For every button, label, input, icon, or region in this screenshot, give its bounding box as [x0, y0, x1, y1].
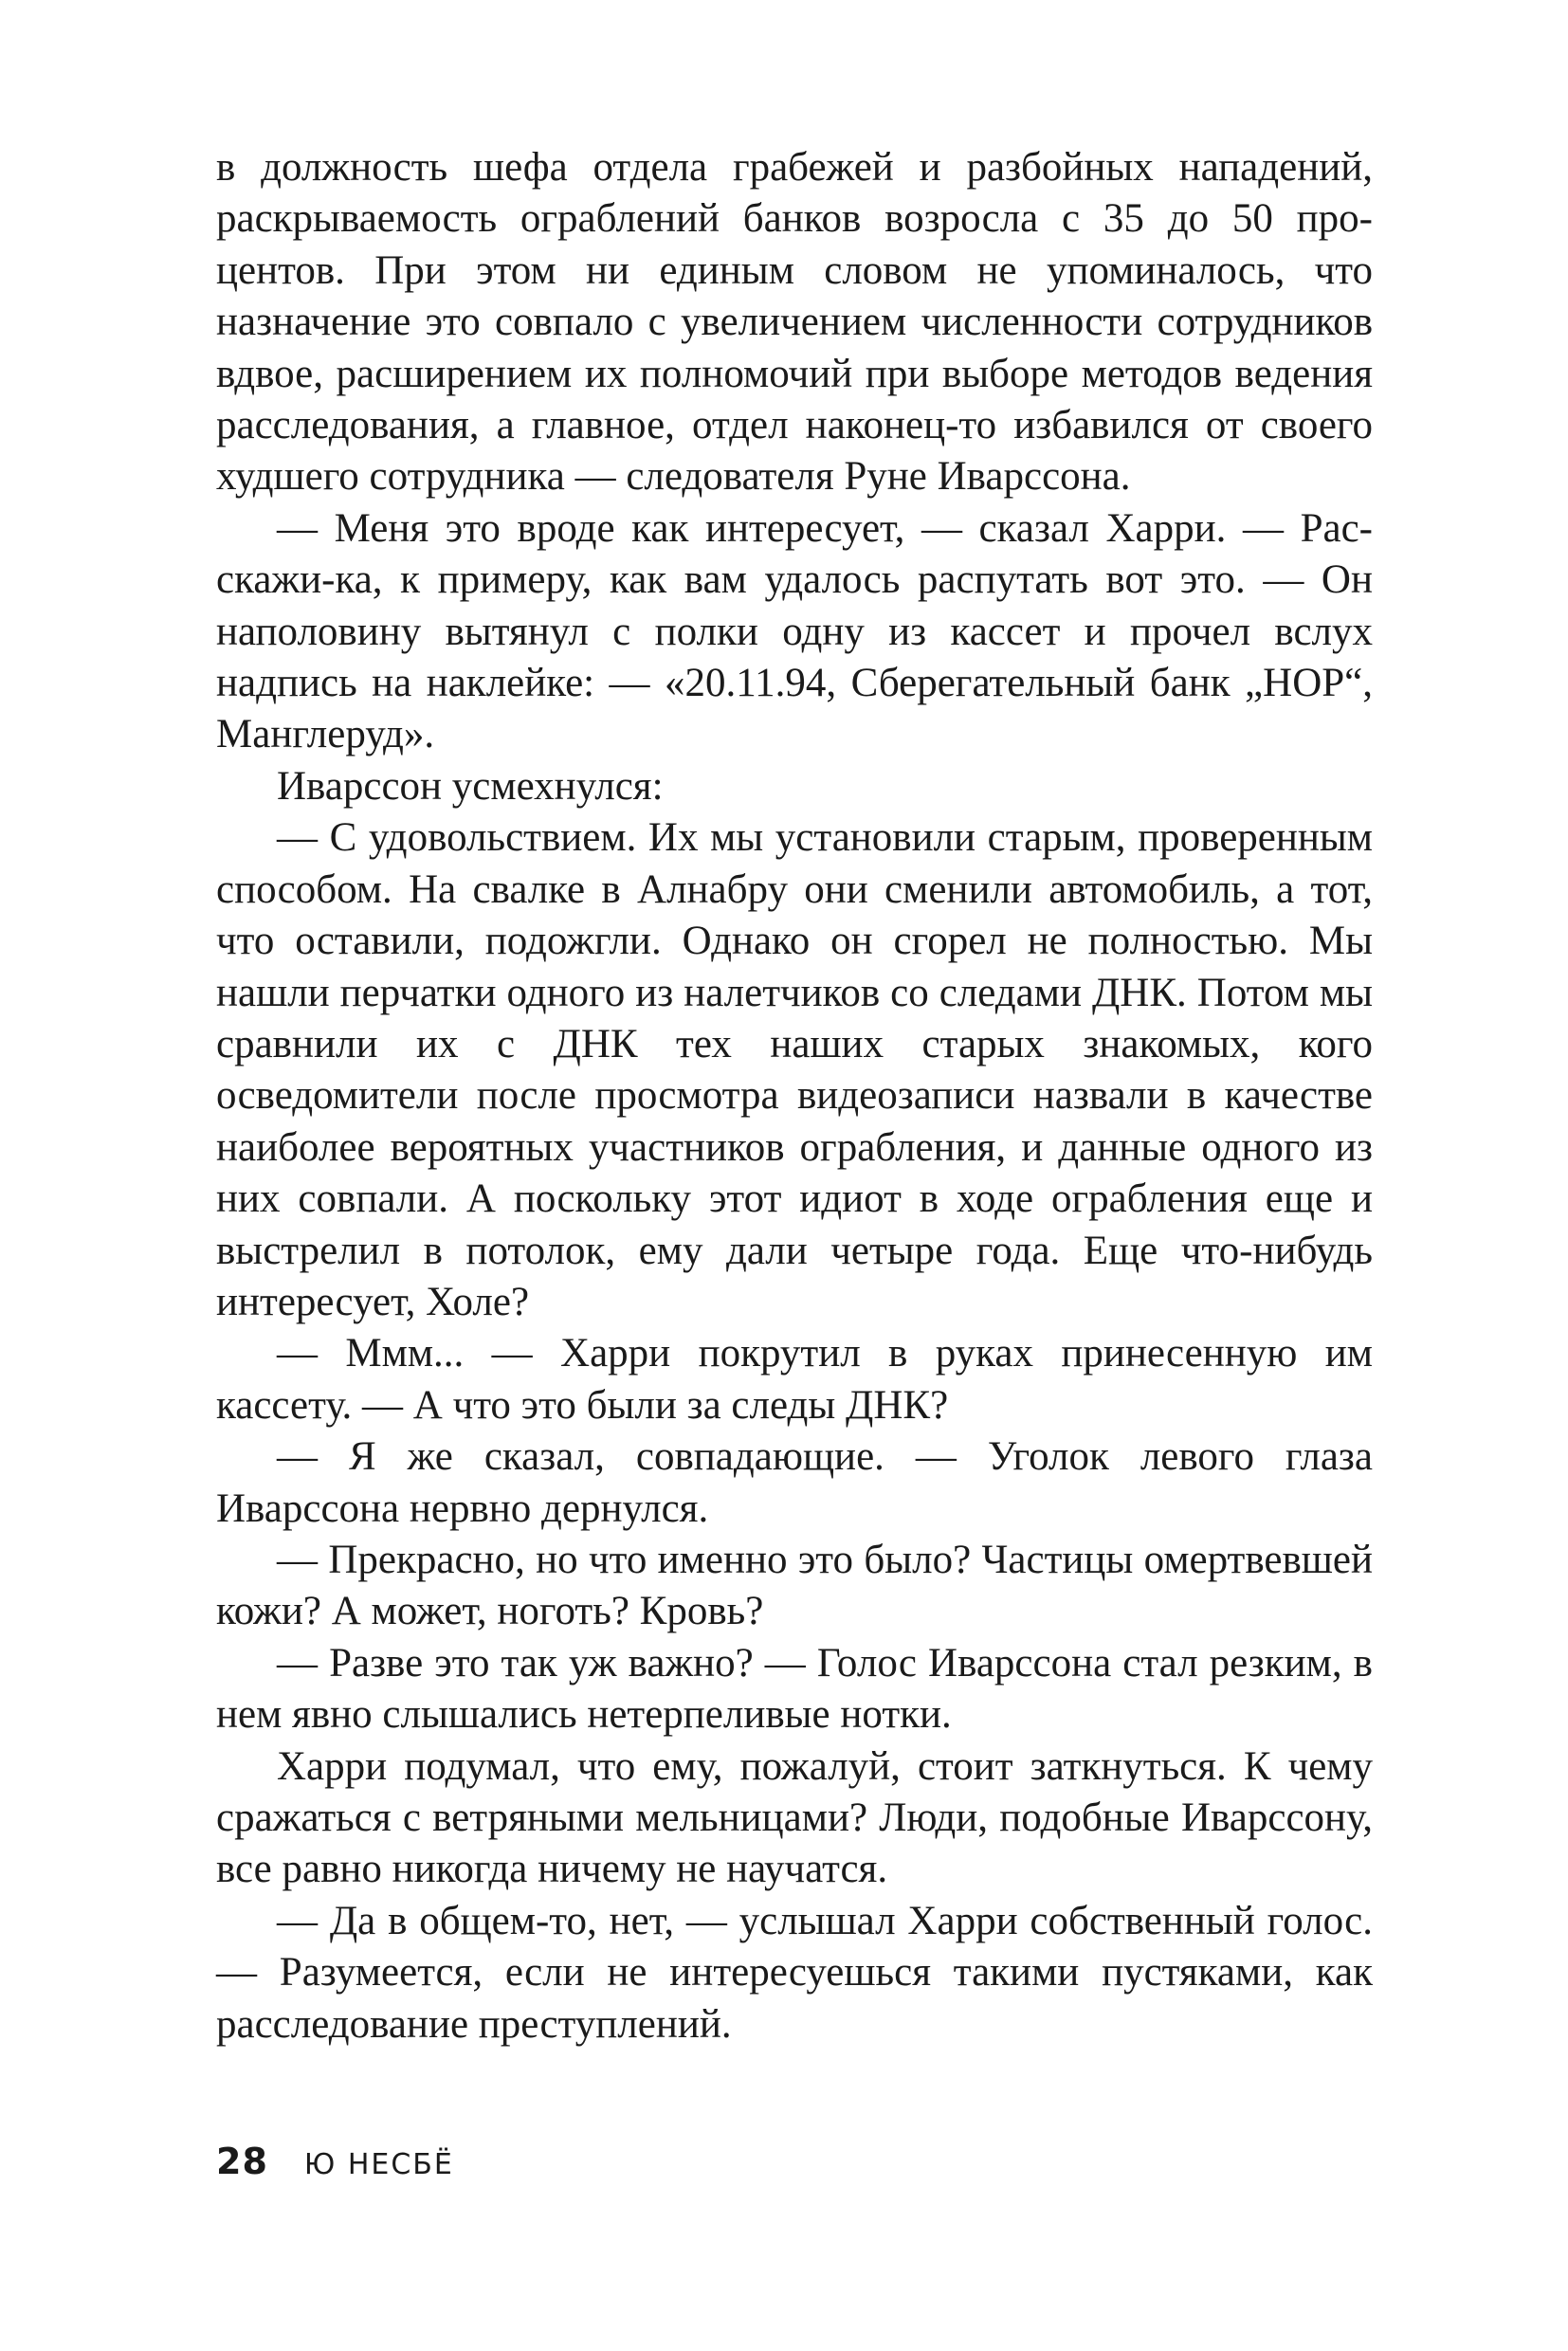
- paragraph-2: — Меня это вроде как интересует, — сказал Харри. — Расскажи-ка, к примеру, как вам удалось распутать вот это. — Он наполовину вытянул с полки одну из кассет и прочел вслух надпись на наклейке: — «20.11.94, Сберегательный банк „НОР“, Манглеруд».: [216, 505, 1373, 757]
- paragraph-6: — Я же сказал, совпадающие. — Уголок левого глаза Иварссона нервно дернулся.: [216, 1434, 1373, 1531]
- paragraph-8: — Разве это так уж важно? — Голос Иварссона стал резким, в нем явно слышались нетерпеливые нотки.: [216, 1640, 1373, 1738]
- paragraph-9: Харри подумал, что ему, пожалуй, стоит заткнуться. К чему сражаться с ветряными мельницами? Люди, подобные Иварссону, все равно никогда ничему не научатся.: [216, 1743, 1373, 1892]
- paragraph-7: — Прекрасно, но что именно это было? Частицы омертвевшей кожи? А может, ноготь? Кровь?: [216, 1537, 1373, 1634]
- paragraph-4: — С удовольствием. Их мы установили старым, проверенным способом. На свалке в Алнабру они сменили автомобиль, а тот, что оставили, подожгли. Однако он сгорел не полностью. Мы нашли перчатки одного из налетчиков со следами ДНК. Потом мы сравнили их с ДНК тех наших старых знакомых, кого осведомители после просмотра видеозаписи назвали в качестве наиболее вероятных участников ограбления, и данные одного из них совпали. А поскольку этот идиот в ходе ограбления еще и выстрелил в потолок, ему дали четыре года. Еще что-нибудь интересует, Холе?: [216, 815, 1373, 1324]
- body-text: [216, 142, 1373, 2050]
- author-running-header: Ю НЕСБЁ: [303, 2148, 454, 2181]
- page-footer: [216, 2141, 454, 2182]
- paragraph-3: Иварссон усмехнулся:: [277, 763, 664, 809]
- page-number: 28: [216, 2141, 268, 2182]
- paragraph-5: — Ммм... — Харри покрутил в руках принесенную им кассету. — А что это были за следы ДНК?: [216, 1331, 1373, 1428]
- paragraph-10: — Да в общем-то, нет, — услышал Харри собственный голос. — Разумеется, если не интересуешься такими пустяками, как расследование преступлений.: [216, 1898, 1373, 2047]
- paragraph-1: в должность шефа отдела грабежей и разбойных нападений, раскрываемость ограблений банков возросла с 35 до 50 процентов. При этом ни единым словом не упоминалось, что назначение это совпало с увеличением численности сотрудников вдвое, расширением их полномочий при выборе методов ведения расследования, а главное, отдел наконец-то избавился от своего худшего сотрудника — следователя Руне Иварссона.: [216, 145, 1373, 500]
